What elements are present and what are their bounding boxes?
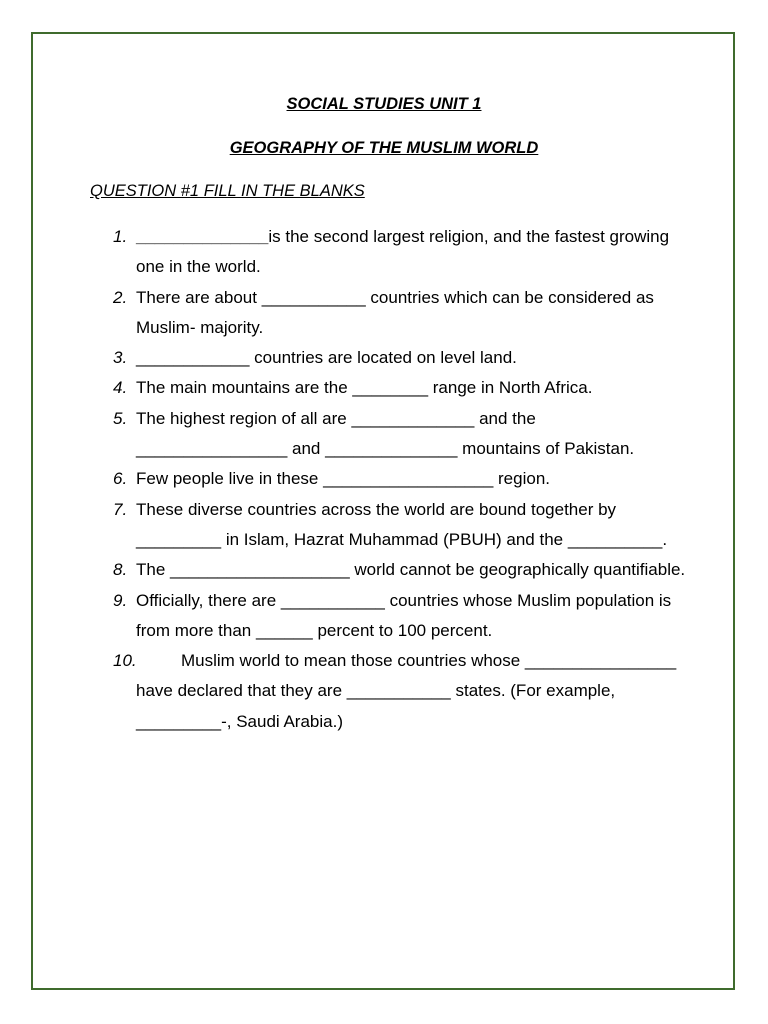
question-number: 4.	[113, 378, 128, 398]
question-item	[90, 343, 690, 373]
question-item	[90, 404, 690, 465]
question-text	[136, 222, 690, 283]
question-text: Few people live in these __________________ region.	[136, 469, 550, 489]
question-number: 5.	[113, 408, 128, 428]
question-number: 1.	[113, 227, 128, 246]
question-item	[90, 646, 690, 737]
question-item	[90, 495, 690, 556]
question-text-body: is the second largest religion, and the fastest growing one in the world.	[136, 227, 670, 277]
question-text: The main mountains are the ________ range in North Africa.	[136, 378, 593, 398]
worksheet-title: SOCIAL STUDIES UNIT 1	[286, 95, 482, 113]
question-item	[90, 586, 690, 647]
question-item	[90, 222, 690, 283]
section-heading: QUESTION #1 FILL IN THE BLANKS	[90, 182, 365, 200]
question-number: 10.	[113, 651, 137, 671]
question-item	[90, 373, 690, 403]
question-text: Muslim world to mean those countries whose ________________ have declared that they are ___________ states. (For example, _________-, Saudi Arabia.)	[136, 651, 677, 731]
answer-blank: ______________	[136, 227, 269, 246]
question-text: These diverse countries across the world are bound together by _________ in Islam, Hazrat Muhammad (PBUH) and the __________.	[136, 499, 668, 549]
question-text: The highest region of all are _____________ and the ________________ and ______________ mountains of Pakistan.	[136, 408, 635, 459]
question-text: There are about ___________ countries which can be considered as Muslim- majority.	[136, 287, 654, 337]
question-number: 3.	[113, 348, 128, 368]
worksheet-subtitle: GEOGRAPHY OF THE MUSLIM WORLD	[229, 139, 539, 157]
question-number: 6.	[113, 469, 128, 489]
question-item	[90, 464, 690, 494]
question-number: 2.	[113, 287, 128, 307]
question-number: 9.	[113, 590, 128, 610]
question-text: ____________ countries are located on level land.	[136, 348, 517, 368]
question-number: 7.	[113, 499, 128, 519]
question-text: Officially, there are ___________ countries whose Muslim population is from more than ______ percent to 100 percent.	[136, 590, 672, 640]
question-list	[90, 222, 690, 737]
question-text: The ___________________ world cannot be geographically quantifiable.	[136, 560, 686, 580]
question-item	[90, 555, 690, 585]
question-item	[90, 283, 690, 344]
question-number: 8.	[113, 560, 128, 580]
